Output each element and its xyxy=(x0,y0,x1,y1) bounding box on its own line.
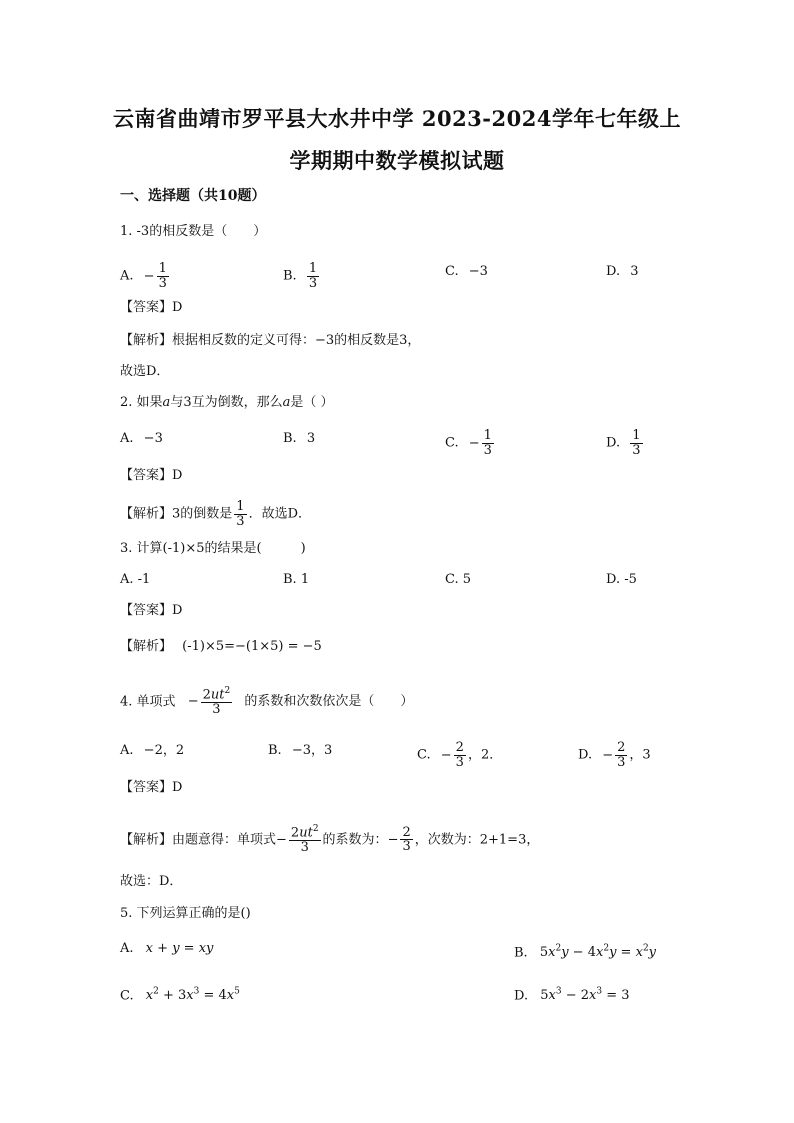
q4-answer: 【答案】D xyxy=(120,780,183,795)
q1-option-a: A. − $\frac{1}{3}$ xyxy=(120,261,167,291)
q5-stem: 5. 下列运算正确的是() xyxy=(120,906,251,921)
q1-stem: 1. -3的相反数是（ ） xyxy=(120,224,267,239)
q5-option-c: C. $x^2 + 3x^3 = 4x^5$ xyxy=(120,987,240,1004)
q1-option-b: B. $\frac{1}{3}$ xyxy=(283,261,318,291)
q1-option-c: C. −3 xyxy=(445,264,488,279)
q5-option-a-expr: x + y = xy xyxy=(145,941,214,956)
q5-option-c-expr: $x^2 + 3x^3 = 4x^5$ xyxy=(145,987,240,1004)
q2-stem: 2. 如果a与3互为倒数，那么a是（ ） xyxy=(120,395,334,410)
q5-option-b: B. $5x^2y - 4x^2y = x^2y$ xyxy=(514,944,657,961)
q5-option-b-expr: $5x^2y - 4x^2y = x^2y$ xyxy=(539,944,657,961)
q4-option-c: C. − $\frac{2}{3}$ ，2． xyxy=(417,740,503,770)
q1-option-d: D. 3 xyxy=(606,264,639,279)
q2-option-d: D. $\frac{1}{3}$ xyxy=(606,428,641,458)
q1-analysis: 【解析】根据相反数的定义可得：−3的相反数是3， xyxy=(120,333,421,348)
q2-analysis: 【解析】3的倒数是 $\frac{1}{3}$ ．故选D． xyxy=(120,499,311,529)
q4-conclusion: 故选：D． xyxy=(120,874,183,889)
q3-analysis: 【解析】 (-1)×5=−(1×5) = −5 xyxy=(120,639,322,654)
q3-option-d: D. -5 xyxy=(606,572,637,587)
q3-answer: 【答案】D xyxy=(120,603,183,618)
q2-option-c: C. − $\frac{1}{3}$ xyxy=(445,428,492,458)
paper-title-line2: 学期期中数学模拟试题 xyxy=(289,148,505,173)
q4-option-d: D. − $\frac{2}{3}$ ，3 xyxy=(578,740,651,770)
q2-option-a: A. −3 xyxy=(120,431,163,446)
q2-option-b: B. 3 xyxy=(283,431,316,446)
q3-option-a: A. -1 xyxy=(120,572,151,587)
q4-stem: 4. 单项式 − $\frac{2ut^2}{3}$ 的系数和次数依次是（ ） xyxy=(120,686,414,717)
q5-option-d: D. $5x^3 - 2x^3 = 3$ xyxy=(514,987,630,1004)
q4-option-b: B. −3，3 xyxy=(268,743,333,758)
q1-conclusion: 故选D． xyxy=(120,364,170,379)
q3-option-b: B. 1 xyxy=(283,572,310,587)
q3-stem: 3. 计算(-1)×5的结果是( ) xyxy=(120,541,306,556)
q1-answer: 【答案】D xyxy=(120,300,183,315)
q2-answer: 【答案】D xyxy=(120,468,183,483)
q4-option-a: A. −2，2 xyxy=(120,743,185,758)
section-heading: 一、选择题（共10题） xyxy=(120,188,266,204)
q5-option-d-expr: $5x^3 - 2x^3 = 3$ xyxy=(540,987,630,1004)
q5-option-a: A. x + y = xy xyxy=(120,941,214,956)
q4-analysis: 【解析】由题意得：单项式− $\frac{2ut^2}{3}$ 的系数为：− $\frac{2}{3}$ ，次数为：2+1=3， xyxy=(120,824,540,855)
q3-option-c: C. 5 xyxy=(445,572,472,587)
paper-title-line1: 云南省曲靖市罗平县大水井中学 2023-2024学年七年级上 xyxy=(113,106,681,131)
